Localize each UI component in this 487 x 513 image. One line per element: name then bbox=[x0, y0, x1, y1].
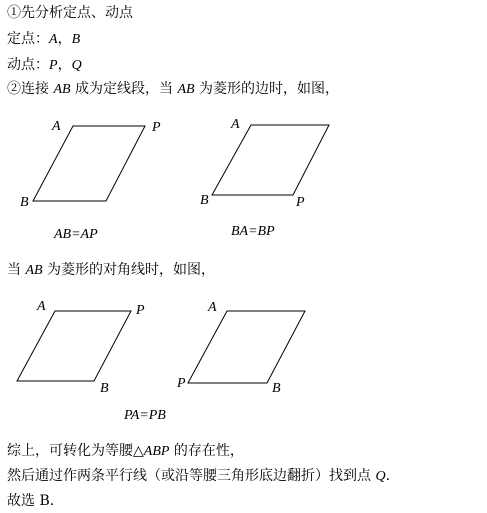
fixed-points-label: 定点： bbox=[7, 31, 49, 47]
segment-ab: AB bbox=[25, 263, 43, 278]
summary-suffix: 的存在性， bbox=[169, 443, 244, 459]
fig4-label-a: A bbox=[208, 300, 217, 315]
step-2-suffix: 为菱形的边时，如图， bbox=[194, 81, 340, 97]
rhombus-figure-4 bbox=[188, 311, 305, 383]
diagonal-case-suffix: 为菱形的对角线时，如图， bbox=[42, 262, 216, 278]
segment-ab: AB bbox=[53, 82, 71, 97]
separator: ， bbox=[57, 57, 72, 73]
step-1-text: ①先分析定点、动点 bbox=[7, 5, 133, 21]
fig3-label-p: P bbox=[136, 303, 145, 318]
answer-text: 故选 B. bbox=[7, 493, 55, 509]
rhombus-figure-3 bbox=[17, 311, 131, 381]
step-2-middle: 成为定线段，当 bbox=[70, 81, 178, 97]
point-p-label: P bbox=[49, 58, 58, 73]
fig2-label-b: B bbox=[200, 193, 209, 208]
fig1-label-b: B bbox=[20, 195, 29, 210]
point-a-label: A bbox=[49, 32, 58, 47]
fig2-label-a: A bbox=[231, 117, 240, 132]
fig3-label-a: A bbox=[37, 299, 46, 314]
fig4-label-b: B bbox=[272, 381, 281, 396]
fig4-label-p: P bbox=[177, 376, 186, 391]
point-b-label: B bbox=[71, 32, 81, 47]
point-q-label: Q bbox=[375, 469, 386, 484]
point-q-label: Q bbox=[71, 58, 82, 73]
fig1-label-a: A bbox=[52, 119, 61, 134]
fig2-caption: BA=BP bbox=[231, 224, 275, 239]
step-2-prefix: ②连接 bbox=[7, 81, 54, 97]
fig3-label-b: B bbox=[100, 381, 109, 396]
moving-points-label: 动点： bbox=[7, 57, 49, 73]
separator: ， bbox=[57, 31, 72, 47]
fig2-label-p: P bbox=[296, 195, 305, 210]
method-suffix: . bbox=[385, 468, 391, 484]
diagonal-case-prefix: 当 bbox=[7, 262, 26, 278]
summary-prefix: 综上，可转化为等腰△ bbox=[7, 443, 144, 459]
fig1-caption: AB=AP bbox=[54, 227, 98, 242]
rhombus-figure-2 bbox=[212, 125, 329, 195]
rhombus-figure-1 bbox=[33, 126, 145, 201]
method-prefix: 然后通过作两条平行线（或沿等腰三角形底边翻折）找到点 bbox=[7, 468, 376, 484]
fig1-label-p: P bbox=[152, 120, 161, 135]
fig34-caption: PA=PB bbox=[124, 408, 166, 423]
segment-ab: AB bbox=[177, 82, 195, 97]
triangle-abp: ABP bbox=[143, 444, 170, 459]
